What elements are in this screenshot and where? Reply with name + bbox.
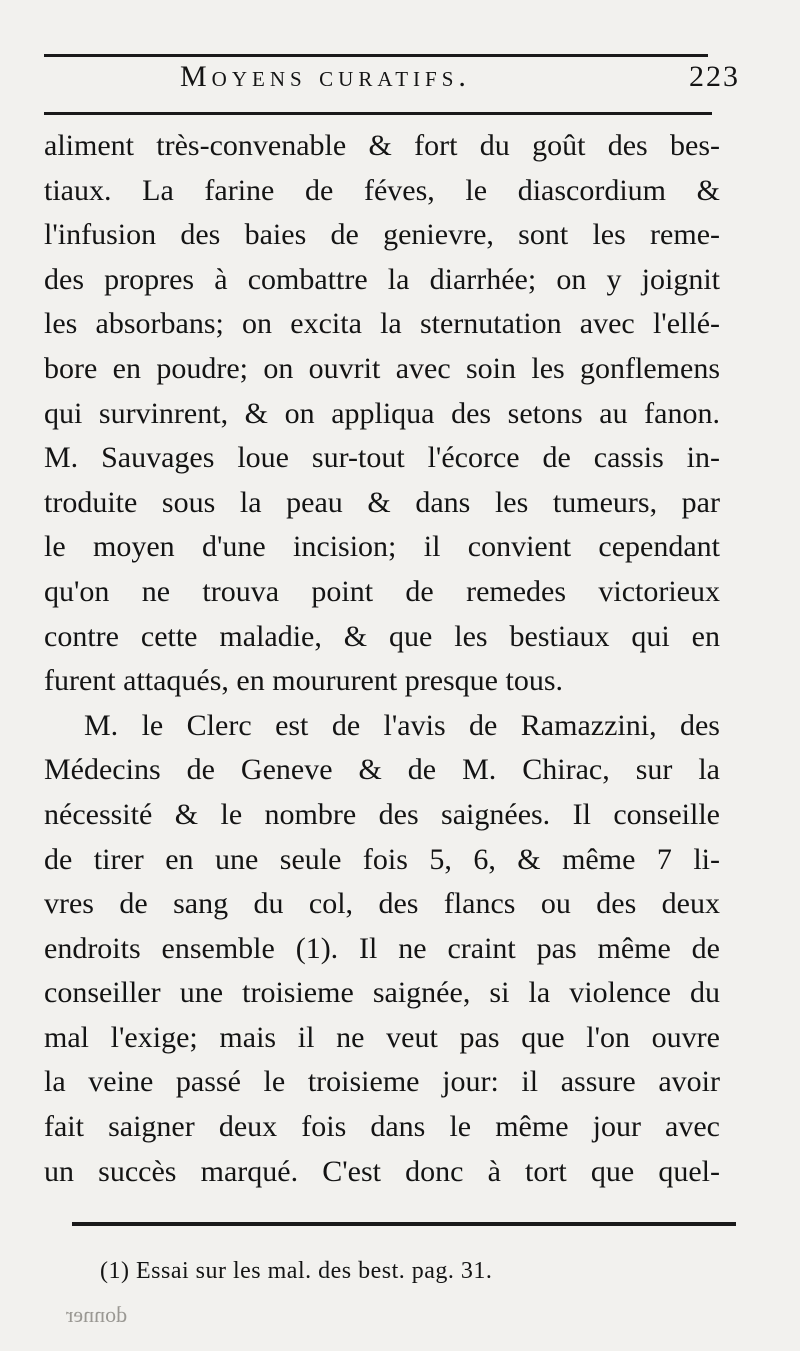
text-line: la veine passé le troisieme jour: il assure avoir <box>44 1065 720 1099</box>
text-line: bore en poudre; on ouvrit avec soin les gonflemens <box>44 351 720 385</box>
text-line: Médecins de Geneve & de M. Chirac, sur la <box>44 753 720 787</box>
text-line: mal l'exige; mais il ne veut pas que l'on ouvre <box>44 1020 720 1054</box>
text-line: fait saigner deux fois dans le même jour avec <box>44 1110 720 1144</box>
text-line: de tirer en une seule fois 5, 6, & même 7 li- <box>44 842 720 876</box>
text-line: les absorbans; on excita la sternutation avec l'ellé- <box>44 307 720 341</box>
text-line: aliment très-convenable & fort du goût des bes- <box>44 129 720 162</box>
running-header <box>60 56 740 104</box>
text-line: le moyen d'une incision; il convient cependant <box>44 530 720 564</box>
text-line: qui survinrent, & on appliqua des setons au fanon. <box>44 396 720 430</box>
body-text <box>44 124 720 1194</box>
page-number: 223 <box>689 60 740 93</box>
text-line: des propres à combattre la diarrhée; on y joignit <box>44 262 720 296</box>
text-line: endroits ensemble (1). Il ne craint pas même de <box>44 931 720 965</box>
text-line: tiaux. La farine de féves, le diascordium & <box>44 173 720 207</box>
text-line: M. Sauvages loue sur-tout l'écorce de cassis in- <box>44 441 720 475</box>
text-line: troduite sous la peau & dans les tumeurs, par <box>44 485 720 519</box>
running-title: Moyens curatifs. <box>180 60 471 93</box>
text-line: furent attaqués, en moururent presque tous. <box>44 664 564 698</box>
text-line: nécessité & le nombre des saignées. Il conseille <box>44 797 720 831</box>
header-bottom-rule <box>44 112 712 115</box>
footnote-rule <box>72 1222 736 1226</box>
text-line: contre cette maladie, & que les bestiaux qui en <box>44 619 720 653</box>
text-line: qu'on ne trouva point de remedes victorieux <box>44 574 720 608</box>
text-line: un succès marqué. C'est donc à tort que quel- <box>44 1154 720 1188</box>
bleed-through-text: donner <box>66 1302 128 1327</box>
footnote: (1) Essai sur les mal. des best. pag. 31. <box>100 1258 493 1284</box>
text-line: l'infusion des baies de genievre, sont les reme- <box>44 218 720 252</box>
text-line: conseiller une troisieme saignée, si la violence du <box>44 976 720 1010</box>
text-line: M. le Clerc est de l'avis de Ramazzini, des <box>84 708 720 742</box>
text-line: vres de sang du col, des flancs ou des deux <box>44 887 720 921</box>
